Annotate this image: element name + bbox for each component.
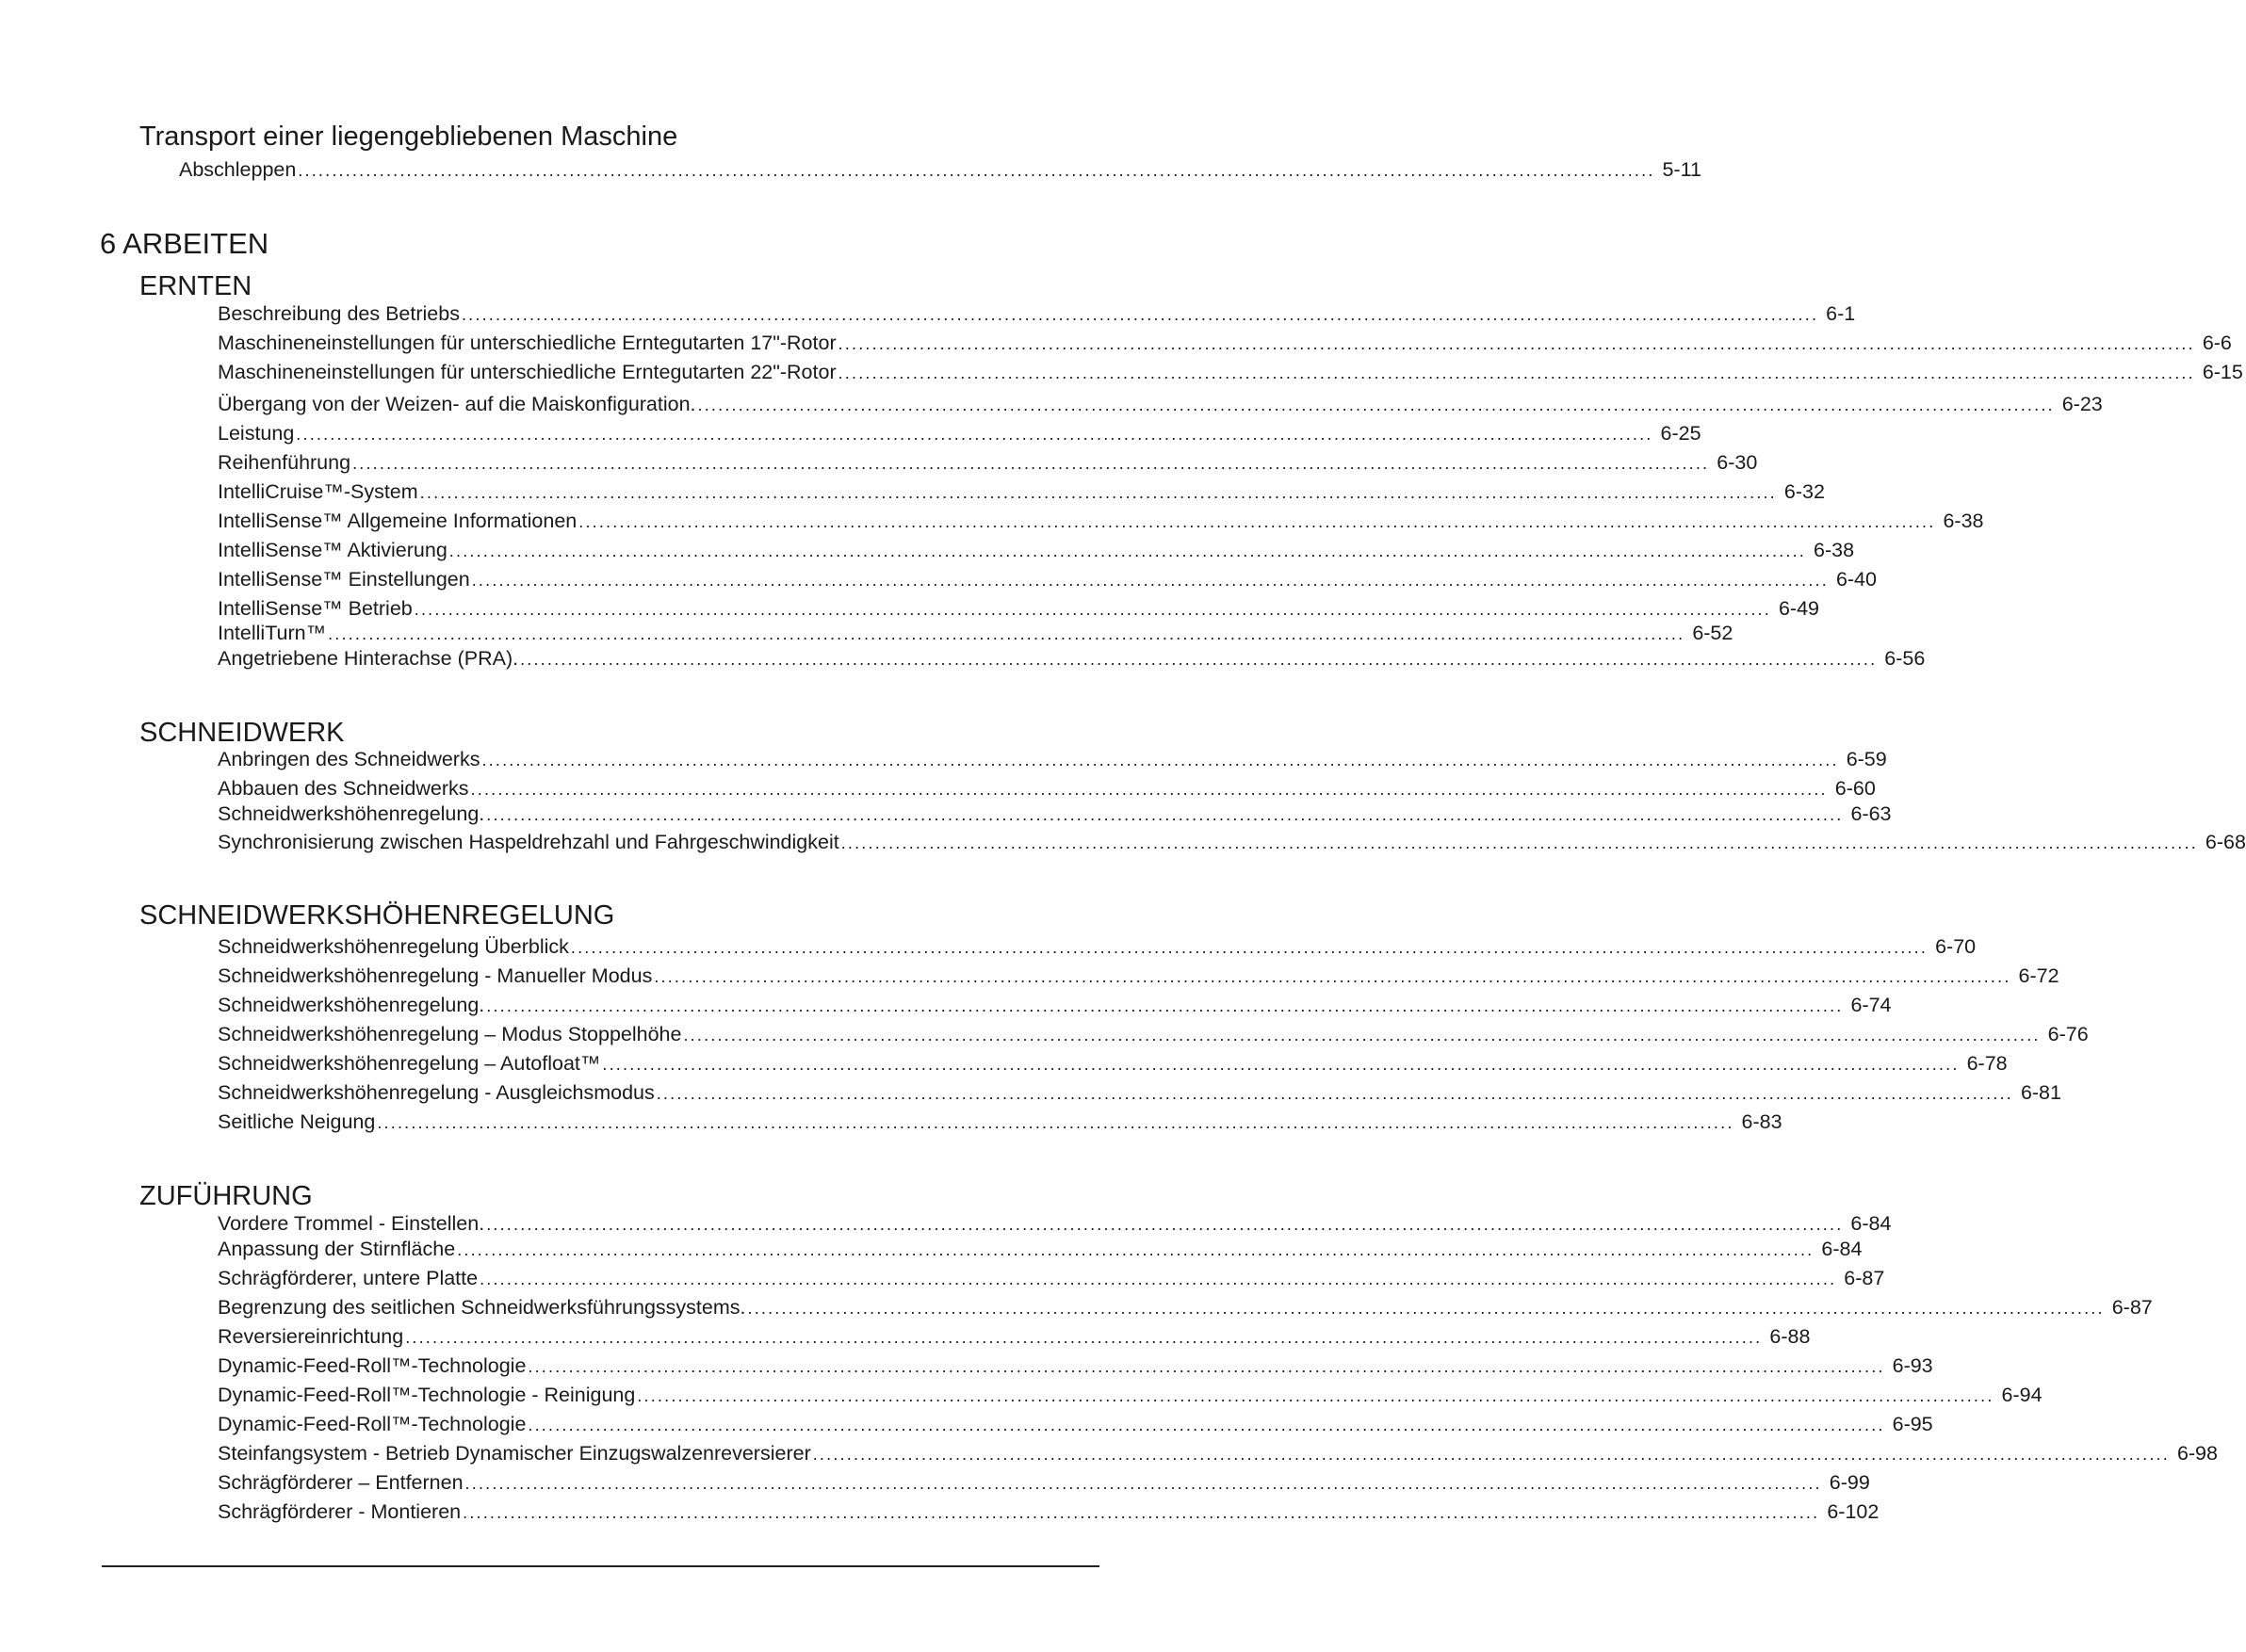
toc-entry-page: 6-84 xyxy=(1821,1238,1863,1260)
toc-entry[interactable] xyxy=(218,1266,1885,1290)
toc-entry-text: Schneidwerkshöhenregelung. xyxy=(218,994,485,1016)
toc-entry[interactable] xyxy=(218,1412,1933,1436)
toc-entry-text: Maschineneinstellungen für unterschiedliche Erntegutarten 22"-Rotor xyxy=(218,361,837,383)
dot-leader: ........................................................................................................................................................................................................ xyxy=(520,650,1878,669)
dot-leader: ........................................................................................................................................................................................................ xyxy=(654,967,2011,986)
dot-leader: ........................................................................................................................................................................................................ xyxy=(328,624,1685,643)
toc-entry-page: 6-70 xyxy=(1935,935,1977,958)
toc-entry-page: 6-84 xyxy=(1850,1212,1892,1235)
toc-entry-text: Beschreibung des Betriebs xyxy=(218,302,460,325)
toc-entry-page: 6-59 xyxy=(1846,748,1887,770)
dot-leader: ........................................................................................................................................................................................................ xyxy=(457,1240,1815,1259)
toc-entry-text: Schneidwerkshöhenregelung – Autofloat™ xyxy=(218,1052,601,1075)
toc-entry-page: 6-74 xyxy=(1850,994,1892,1016)
dot-leader: ........................................................................................................................................................................................................ xyxy=(656,1084,2013,1103)
toc-entry-text: Synchronisierung zwischen Haspeldrehzahl und Fahrgeschwindigkeit xyxy=(218,831,839,853)
toc-entry-text: Leistung xyxy=(218,422,295,445)
dot-leader: ........................................................................................................................................................................................................ xyxy=(352,454,1710,473)
toc-entry-page: 6-93 xyxy=(1892,1354,1933,1377)
toc-entry-page: 6-102 xyxy=(1827,1500,1880,1523)
section-title-schneidwerkshoehenregelung: SCHNEIDWERKSHÖHENREGELUNG xyxy=(139,900,615,931)
dot-leader: ........................................................................................................................................................................................................ xyxy=(486,1215,1844,1234)
toc-entry-page: 6-95 xyxy=(1892,1413,1933,1435)
toc-entry-text: Schrägförderer, untere Platte xyxy=(218,1267,479,1289)
toc-entry[interactable] xyxy=(218,621,1733,645)
toc-entry-page: 6-88 xyxy=(1769,1325,1811,1348)
toc-entry[interactable] xyxy=(218,1051,2008,1076)
toc-entry-text: Anbringen des Schneidwerks xyxy=(218,748,480,770)
toc-entry[interactable] xyxy=(218,360,2243,384)
dot-leader: ........................................................................................................................................................................................................ xyxy=(838,334,2195,353)
toc-entry-page: 6-99 xyxy=(1829,1471,1870,1494)
toc-entry-page: 6-15 xyxy=(2202,361,2243,383)
toc-entry-text: Schrägförderer – Entfernen xyxy=(218,1471,464,1494)
toc-entry[interactable] xyxy=(218,1109,1782,1134)
toc-entry[interactable] xyxy=(218,450,1758,475)
toc-entry[interactable] xyxy=(218,596,1819,621)
section-title-ernten: ERNTEN xyxy=(139,271,252,301)
toc-entry-text: Vordere Trommel - Einstellen. xyxy=(218,1212,485,1235)
dot-leader: ........................................................................................................................................................................................................ xyxy=(747,1299,2105,1318)
dot-leader: ........................................................................................................................................................................................................ xyxy=(683,1026,2041,1045)
section-title-transport: Transport einer liegengebliebenen Maschine xyxy=(139,121,678,152)
toc-entry-page: 6-98 xyxy=(2176,1442,2218,1465)
toc-entry-text: IntelliSense™ Allgemeine Informationen xyxy=(218,510,578,532)
dot-leader: ........................................................................................................................................................................................................ xyxy=(470,780,1828,799)
toc-entry[interactable] xyxy=(218,1211,1892,1236)
toc-entry-text: Schneidwerkshöhenregelung - Manueller Modus xyxy=(218,964,653,987)
section-title-zufuehrung: ZUFÜHRUNG xyxy=(139,1181,313,1211)
toc-entry[interactable] xyxy=(218,830,2246,854)
toc-entry-page: 6-56 xyxy=(1884,647,1926,670)
dot-leader: ........................................................................................................................................................................................................ xyxy=(528,1416,1885,1434)
toc-entry-text: IntelliTurn™ xyxy=(218,622,327,644)
toc-entry[interactable] xyxy=(218,1295,2153,1320)
dot-leader: ........................................................................................................................................................................................................ xyxy=(528,1357,1885,1376)
toc-entry-page: 6-30 xyxy=(1717,451,1758,474)
toc-entry[interactable] xyxy=(218,747,1887,771)
toc-entry-page: 6-68 xyxy=(2205,831,2246,853)
dot-leader: ........................................................................................................................................................................................................ xyxy=(298,161,1655,180)
toc-entry[interactable] xyxy=(218,1470,1870,1495)
toc-entry-page: 5-11 xyxy=(1662,158,1701,181)
toc-entry[interactable] xyxy=(179,157,1701,182)
toc-entry-text: IntelliSense™ Betrieb xyxy=(218,597,413,620)
toc-entry[interactable] xyxy=(218,934,1977,959)
toc-entry-text: IntelliCruise™-System xyxy=(218,480,418,503)
toc-entry[interactable] xyxy=(218,331,2232,355)
toc-entry-page: 6-32 xyxy=(1783,480,1825,503)
toc-entry[interactable] xyxy=(218,776,1876,801)
toc-entry-page: 6-94 xyxy=(2001,1384,2043,1406)
toc-entry-text: Steinfangsystem - Betrieb Dynamischer Einzugswalzenreversierer xyxy=(218,1442,811,1465)
dot-leader: ........................................................................................................................................................................................................ xyxy=(578,512,1936,531)
toc-entry-text: Anpassung der Stirnfläche xyxy=(218,1238,456,1260)
toc-entry-text: IntelliSense™ Aktivierung xyxy=(218,539,448,561)
toc-entry[interactable] xyxy=(218,509,1984,533)
dot-leader: ........................................................................................................................................................................................................ xyxy=(840,834,2198,852)
toc-entry-page: 6-38 xyxy=(1943,510,1984,532)
toc-entry-page: 6-40 xyxy=(1835,568,1877,591)
toc-entry-page: 6-6 xyxy=(2202,332,2232,354)
toc-entry[interactable] xyxy=(218,392,2103,416)
dot-leader: ........................................................................................................................................................................................................ xyxy=(480,1270,1837,1288)
toc-entry-text: Abbauen des Schneidwerks xyxy=(218,777,469,800)
toc-entry-text: Dynamic-Feed-Roll™-Technologie xyxy=(218,1354,527,1377)
chapter-title: 6 ARBEITEN xyxy=(100,227,269,260)
dot-leader: ........................................................................................................................................................................................................ xyxy=(697,396,2055,414)
toc-entry-page: 6-52 xyxy=(1692,622,1733,644)
dot-leader: ........................................................................................................................................................................................................ xyxy=(296,425,1653,444)
toc-entry[interactable] xyxy=(218,1324,1811,1349)
toc-entry-text: Abschleppen xyxy=(179,158,297,181)
dot-leader: ........................................................................................................................................................................................................ xyxy=(481,751,1839,769)
toc-entry-page: 6-83 xyxy=(1741,1110,1782,1133)
dot-leader: ........................................................................................................................................................................................................ xyxy=(471,571,1829,590)
section-title-schneidwerk: SCHNEIDWERK xyxy=(139,718,345,748)
toc-entry[interactable] xyxy=(218,567,1877,591)
dot-leader: ........................................................................................................................................................................................................ xyxy=(486,996,1844,1015)
dot-leader: ........................................................................................................................................................................................................ xyxy=(463,1503,1820,1522)
toc-entry-text: Dynamic-Feed-Roll™-Technologie - Reinigung xyxy=(218,1384,636,1406)
toc-entry-text: IntelliSense™ Einstellungen xyxy=(218,568,470,591)
toc-entry-text: Schrägförderer - Montieren xyxy=(218,1500,462,1523)
toc-entry-page: 6-49 xyxy=(1778,597,1819,620)
toc-entry-text: Reihenführung xyxy=(218,451,351,474)
dot-leader: ........................................................................................................................................................................................................ xyxy=(377,1113,1734,1132)
toc-entry-page: 6-23 xyxy=(2061,393,2103,415)
toc-entry[interactable] xyxy=(218,479,1825,504)
dot-leader: ........................................................................................................................................................................................................ xyxy=(570,938,1929,957)
dot-leader: ........................................................................................................................................................................................................ xyxy=(486,805,1844,824)
footer-rule xyxy=(102,1565,1099,1567)
toc-entry[interactable] xyxy=(218,802,1892,826)
toc-entry-text: Reversiereinrichtung xyxy=(218,1325,404,1348)
toc-entry[interactable] xyxy=(218,1353,1933,1378)
toc-entry-page: 6-87 xyxy=(1844,1267,1885,1289)
toc-entry-text: Schneidwerkshöhenregelung - Ausgleichsmodus xyxy=(218,1081,655,1104)
dot-leader: ........................................................................................................................................................................................................ xyxy=(461,305,1819,324)
dot-leader: ........................................................................................................................................................................................................ xyxy=(464,1474,1822,1493)
toc-entry[interactable] xyxy=(218,993,1892,1017)
toc-entry-text: Schneidwerkshöhenregelung. xyxy=(218,802,485,825)
toc-entry-page: 6-25 xyxy=(1660,422,1701,445)
toc-entry-page: 6-38 xyxy=(1814,539,1855,561)
toc-entry-text: Schneidwerkshöhenregelung – Modus Stoppelhöhe xyxy=(218,1023,682,1045)
toc-entry[interactable] xyxy=(218,646,1926,671)
toc-entry[interactable] xyxy=(218,1022,2089,1046)
toc-entry[interactable] xyxy=(218,301,1856,326)
toc-entry[interactable] xyxy=(218,1499,1880,1524)
toc-entry-text: Begrenzung des seitlichen Schneidwerksführungssystems. xyxy=(218,1296,746,1319)
toc-entry[interactable] xyxy=(218,1080,2061,1105)
dot-leader: ........................................................................................................................................................................................................ xyxy=(602,1055,1960,1074)
toc-entry[interactable] xyxy=(218,421,1701,445)
toc-entry[interactable] xyxy=(218,538,1855,562)
toc-entry[interactable] xyxy=(218,1441,2218,1466)
dot-leader: ........................................................................................................................................................................................................ xyxy=(838,364,2195,382)
toc-entry-text: Maschineneinstellungen für unterschiedliche Erntegutarten 17"-Rotor xyxy=(218,332,837,354)
toc-entry-page: 6-60 xyxy=(1834,777,1876,800)
dot-leader: ........................................................................................................................................................................................................ xyxy=(414,600,1771,619)
dot-leader: ........................................................................................................................................................................................................ xyxy=(448,542,1806,560)
toc-entry-page: 6-1 xyxy=(1826,302,1856,325)
toc-entry-text: Schneidwerkshöhenregelung Überblick xyxy=(218,935,569,958)
dot-leader: ........................................................................................................................................................................................................ xyxy=(812,1445,2170,1464)
toc-entry-page: 6-63 xyxy=(1850,802,1892,825)
toc-entry-page: 6-72 xyxy=(2018,964,2059,987)
toc-entry-text: Dynamic-Feed-Roll™-Technologie xyxy=(218,1413,527,1435)
dot-leader: ........................................................................................................................................................................................................ xyxy=(405,1328,1763,1347)
dot-leader: ........................................................................................................................................................................................................ xyxy=(637,1386,1994,1405)
toc-entry[interactable] xyxy=(218,1383,2043,1407)
toc-entry-text: Angetriebene Hinterachse (PRA). xyxy=(218,647,519,670)
toc-entry-text: Seitliche Neigung xyxy=(218,1110,376,1133)
toc-entry-page: 6-78 xyxy=(1966,1052,2008,1075)
dot-leader: ........................................................................................................................................................................................................ xyxy=(419,483,1777,502)
toc-entry[interactable] xyxy=(218,1237,1863,1261)
toc-entry[interactable] xyxy=(218,964,2059,988)
toc-entry-text: Übergang von der Weizen- auf die Maiskonfiguration. xyxy=(218,393,696,415)
toc-entry-page: 6-76 xyxy=(2047,1023,2089,1045)
toc-entry-page: 6-87 xyxy=(2111,1296,2153,1319)
toc-entry-page: 6-81 xyxy=(2020,1081,2061,1104)
